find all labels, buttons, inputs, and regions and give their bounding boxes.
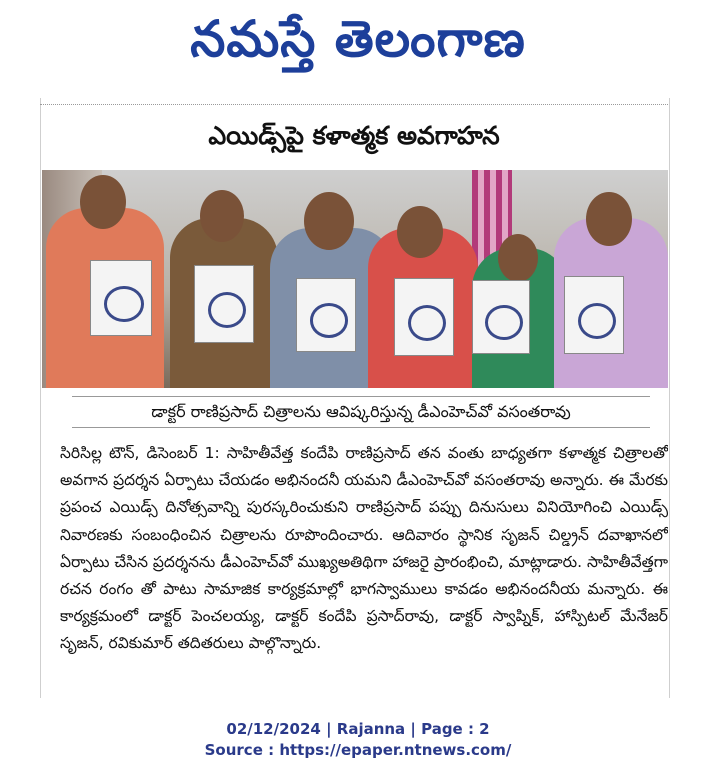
- photo-caption: డాక్టర్ రాణిప్రసాద్ చిత్రాలను ఆవిష్కరిస్తున్న డీఎంహెచ్‌వో వసంతరావు: [72, 396, 650, 428]
- photo-book: [394, 278, 454, 356]
- photo-person-head: [80, 175, 126, 229]
- photo-person-head: [498, 234, 538, 282]
- photo-person-head: [200, 190, 244, 242]
- article-body: సిరిసిల్ల టౌన్, డిసెంబర్ 1: సాహితీవేత్త కందేపి రాణిప్రసాద్ తన వంతు బాధ్యతగా కళాత్మక చిత్రాలతో అవగాన ప్రదర్శన ఏర్పాటు చేయడం అభినందనీ యమని డీఎంహెచ్‌వో వసంతరావు అన్నారు. ఈ మేరకు ప్రపంచ ఎయిడ్స్ దినోత్సవాన్ని పురస్కరించుకుని రాణిప్రసాద్ పప్పు దినుసులు వినియోగించి ఎయిడ్స్ నివారణకు సంబంధించిన చిత్రాలను రూపొందించారు. ఆదివారం స్థానిక సృజన్ చిల్డ్రన్ దవాఖానలో ఏర్పాటు చేసిన ప్రదర్శనను డీఎంహెచ్‌వో ముఖ్యఅతిథిగా హాజరై ప్రారంభించి, మాట్లాడారు. సాహితీవేత్తగా రచన రంగం తో పాటు సామాజిక కార్యక్రమాల్లో భాగస్వాములు కావడం అభినందనీయ మన్నారు. ఈ కార్యక్రమంలో డాక్టర్ పెంచలయ్య, డాక్టర్ కందేపి ప్రసాద్‌రావు, డాక్టర్ స్వాప్నిక్, హాస్పిటల్ మేనేజర్ సృజన్, రవికుమార్ తదితరులు పాల్గొన్నారు.: [60, 444, 668, 653]
- photo-person-head: [586, 192, 632, 246]
- clipping-top-divider: [40, 98, 668, 105]
- article-headline: ఎయిడ్స్‌పై కళాత్మక అవగాహన: [208, 121, 500, 150]
- footer-date-edition: 02/12/2024 | Rajanna | Page : 2: [226, 720, 490, 738]
- footer-source: Source : https://epaper.ntnews.com/: [204, 741, 512, 759]
- photo-book: [194, 265, 254, 343]
- photo-book: [472, 280, 530, 354]
- photo-person-head: [304, 192, 354, 250]
- newspaper-masthead: నమస్తే తెలంగాణ: [190, 10, 526, 68]
- photo-person-head: [397, 206, 443, 258]
- photo-book: [90, 260, 152, 336]
- photo-book: [296, 278, 356, 352]
- article-photo: [42, 170, 668, 388]
- photo-book: [564, 276, 624, 354]
